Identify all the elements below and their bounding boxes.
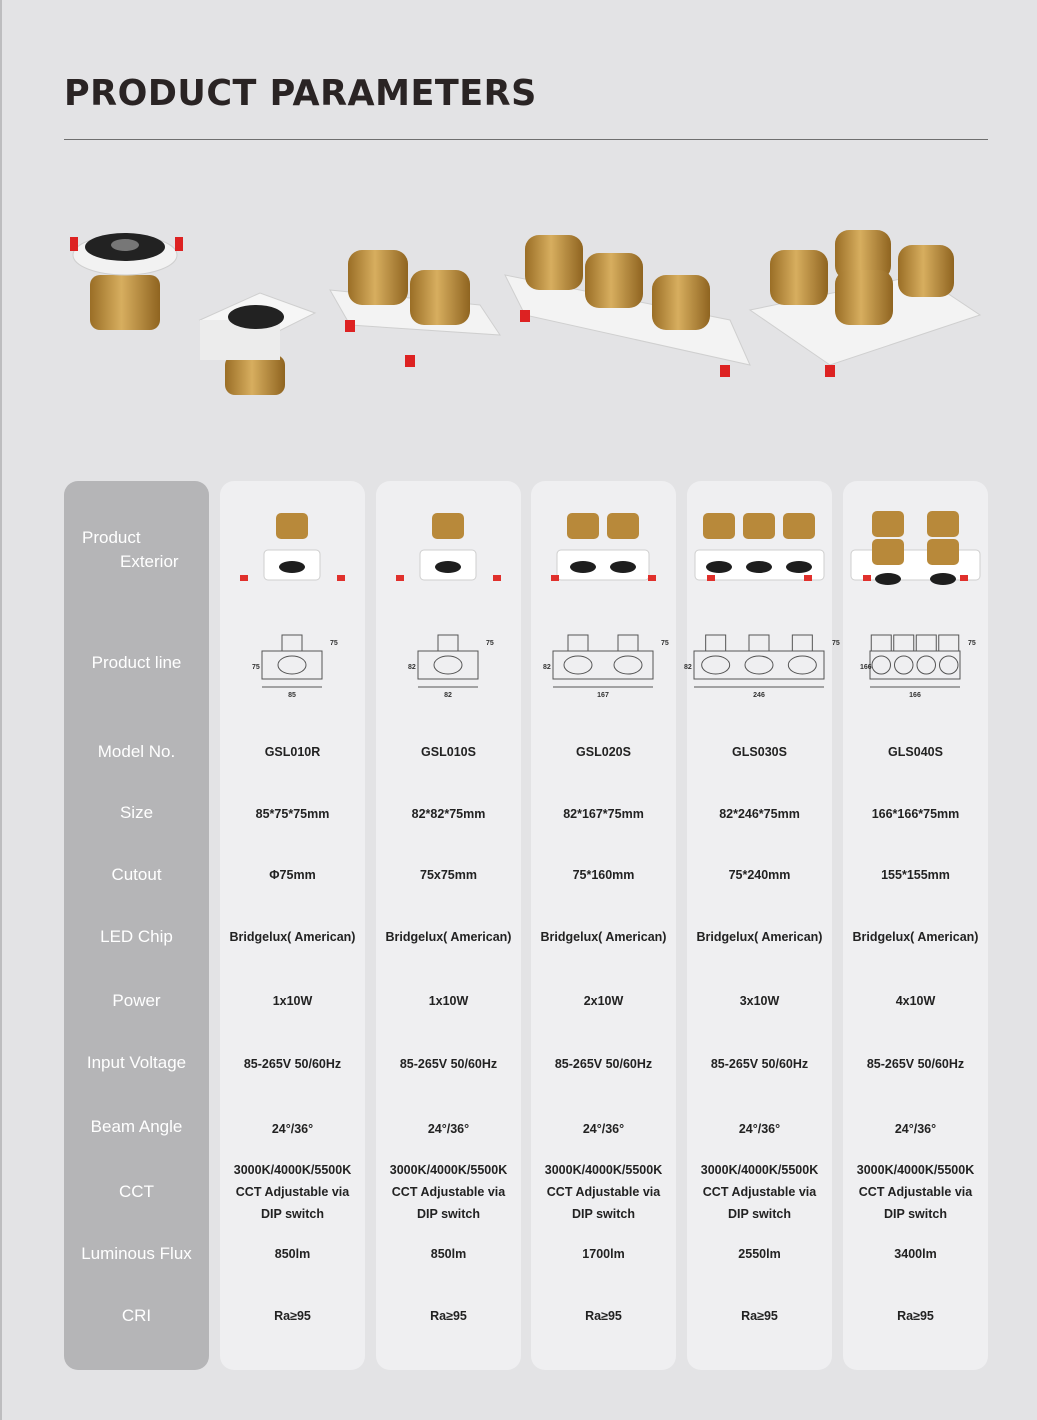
size-value: 82*167*75mm	[563, 807, 644, 821]
beam-angle-value: 24°/36°	[271, 1122, 314, 1136]
dimension-width-label: 82	[444, 692, 452, 699]
outline-shape	[262, 651, 322, 679]
clip-shape	[804, 575, 812, 581]
input-voltage-value: 85-265V 50/60Hz	[554, 1057, 653, 1071]
dimension-depth-label: 75	[252, 664, 260, 671]
dimension-height-label: 75	[968, 640, 976, 647]
cct-value-line3: DIP switch	[572, 1207, 635, 1221]
row-label-input-voltage: Input Voltage	[86, 1053, 187, 1072]
product-column-gsl010s	[376, 481, 521, 1370]
dimension-width-label: 166	[909, 692, 921, 699]
title-divider	[64, 139, 988, 140]
product-line-drawing	[220, 621, 365, 701]
lens-shape	[435, 561, 461, 573]
lens-outline-shape	[278, 656, 306, 674]
dimension-width-label: 246	[753, 692, 765, 699]
cct-value-line1: 3000K/4000K/5500K	[700, 1163, 819, 1177]
cri-value: Ra≥95	[585, 1309, 622, 1323]
heatsink-shape	[607, 513, 639, 539]
cutout-value: 75*240mm	[728, 868, 791, 882]
lens-shape	[570, 561, 596, 573]
heatsink-shape	[872, 511, 904, 537]
lens-outline-shape	[917, 656, 936, 674]
led-chip-value: Bridgelux( American)	[385, 930, 512, 944]
size-value: 85*75*75mm	[255, 807, 330, 821]
beam-angle-value: 24°/36°	[738, 1122, 781, 1136]
heatsink-outline-shape	[916, 635, 936, 651]
clip-shape	[551, 575, 559, 581]
product-line-drawing	[531, 621, 676, 701]
cri-value: Ra≥95	[430, 1309, 467, 1323]
heatsink-shape	[432, 513, 464, 539]
cri-value: Ra≥95	[741, 1309, 778, 1323]
hero-gls030s-image	[505, 235, 750, 377]
dimension-depth-label: 82	[543, 664, 551, 671]
lens-shape	[875, 573, 901, 585]
led-chip-value: Bridgelux( American)	[229, 930, 356, 944]
hero-gsl010s-image	[200, 293, 315, 395]
cct-value-line1: 3000K/4000K/5500K	[233, 1163, 352, 1177]
heatsink-shape	[276, 513, 308, 539]
cutout-value: 75x75mm	[420, 868, 477, 882]
heatsink-outline-shape	[568, 635, 588, 651]
clip-shape	[960, 575, 968, 581]
power-value: 1x10W	[272, 994, 313, 1008]
heatsink-shape	[703, 513, 735, 539]
led-chip-value: Bridgelux( American)	[696, 930, 823, 944]
dimension-width-label: 167	[597, 692, 609, 699]
product-column-gsl010r	[220, 481, 365, 1370]
product-column-gls040s	[843, 481, 988, 1370]
page-edge	[0, 0, 2, 1420]
outline-shape	[553, 651, 653, 679]
outline-shape	[694, 651, 824, 679]
cct-value-line1: 3000K/4000K/5500K	[389, 1163, 508, 1177]
input-voltage-value: 85-265V 50/60Hz	[399, 1057, 498, 1071]
clip-shape	[863, 575, 871, 581]
beam-angle-value: 24°/36°	[894, 1122, 937, 1136]
hero-gls040s-image	[750, 230, 980, 377]
row-label-power: Power	[112, 991, 161, 1010]
power-value: 1x10W	[428, 994, 469, 1008]
hero-gsl010r-image	[70, 233, 183, 330]
page-title: PRODUCT PARAMETERS	[64, 73, 537, 115]
cct-value-line3: DIP switch	[728, 1207, 791, 1221]
dimension-width-label: 85	[288, 692, 296, 699]
lens-outline-shape	[702, 656, 730, 674]
row-label-cri: CRI	[121, 1306, 152, 1325]
heatsink-outline-shape	[792, 635, 812, 651]
row-label-cct: CCT	[119, 1182, 154, 1201]
lens-shape	[610, 561, 636, 573]
heatsink-shape	[783, 513, 815, 539]
clip-shape	[337, 575, 345, 581]
hero-product-lineup	[60, 215, 990, 405]
cri-value: Ra≥95	[274, 1309, 311, 1323]
power-value: 2x10W	[583, 994, 624, 1008]
clip-shape	[396, 575, 404, 581]
heatsink-outline-shape	[939, 635, 959, 651]
parameters-table	[64, 481, 988, 1370]
model-number: GSL020S	[576, 745, 631, 759]
cct-value-line3: DIP switch	[417, 1207, 480, 1221]
heatsink-outline-shape	[282, 635, 302, 651]
cutout-value: 155*155mm	[881, 868, 950, 882]
product-line-drawing	[843, 621, 988, 701]
cct-value-line3: DIP switch	[884, 1207, 947, 1221]
clip-shape	[493, 575, 501, 581]
cct-value-line2: CCT Adjustable via	[858, 1185, 973, 1199]
model-number: GSL010R	[264, 745, 321, 759]
luminous-flux-value: 3400lm	[894, 1247, 937, 1261]
heatsink-shape	[567, 513, 599, 539]
cct-value-line3: DIP switch	[261, 1207, 324, 1221]
model-number: GSL010S	[421, 745, 476, 759]
row-label-model: Model No.	[97, 742, 176, 761]
heatsink-outline-shape	[894, 635, 914, 651]
lens-outline-shape	[895, 656, 914, 674]
cutout-value: Φ75mm	[269, 868, 316, 882]
outline-shape	[870, 651, 960, 679]
row-label-product-line: Product line	[91, 653, 182, 672]
heatsink-shape	[927, 539, 959, 565]
clip-shape	[240, 575, 248, 581]
cct-value-line2: CCT Adjustable via	[391, 1185, 506, 1199]
dimension-height-label: 75	[330, 640, 338, 647]
power-value: 4x10W	[895, 994, 936, 1008]
cct-value-line1: 3000K/4000K/5500K	[856, 1163, 975, 1177]
heatsink-shape	[872, 539, 904, 565]
product-column-gls030s	[684, 481, 840, 1370]
heatsink-outline-shape	[706, 635, 726, 651]
outline-shape	[418, 651, 478, 679]
model-number: GLS030S	[732, 745, 787, 759]
input-voltage-value: 85-265V 50/60Hz	[243, 1057, 342, 1071]
lens-shape	[746, 561, 772, 573]
product-exterior-image	[687, 505, 832, 595]
clip-shape	[648, 575, 656, 581]
product-exterior-image	[843, 505, 988, 595]
luminous-flux-value: 850lm	[430, 1247, 467, 1261]
beam-angle-value: 24°/36°	[427, 1122, 470, 1136]
cct-value-line2: CCT Adjustable via	[546, 1185, 661, 1199]
row-label-luminous-flux: Luminous Flux	[81, 1244, 192, 1263]
product-exterior-image	[376, 505, 521, 595]
lens-outline-shape	[434, 656, 462, 674]
cct-value-line1: 3000K/4000K/5500K	[544, 1163, 663, 1177]
model-number: GLS040S	[888, 745, 943, 759]
luminous-flux-value: 1700lm	[582, 1247, 625, 1261]
heatsink-outline-shape	[871, 635, 891, 651]
product-exterior-image	[531, 505, 676, 595]
row-label-led-chip: LED Chip	[100, 927, 173, 946]
row-label-size: Size	[119, 803, 154, 822]
lens-outline-shape	[564, 656, 592, 674]
power-value: 3x10W	[739, 994, 780, 1008]
hero-gsl020s-image	[330, 250, 500, 367]
input-voltage-value: 85-265V 50/60Hz	[710, 1057, 809, 1071]
cct-value-line2: CCT Adjustable via	[235, 1185, 350, 1199]
size-value: 82*246*75mm	[719, 807, 800, 821]
lens-outline-shape	[745, 656, 773, 674]
lens-outline-shape	[872, 656, 891, 674]
heatsink-outline-shape	[618, 635, 638, 651]
dimension-height-label: 75	[832, 640, 840, 647]
lens-outline-shape	[614, 656, 642, 674]
row-label-beam-angle: Beam Angle	[90, 1117, 183, 1136]
lens-shape	[279, 561, 305, 573]
cri-value: Ra≥95	[897, 1309, 934, 1323]
cct-value-line2: CCT Adjustable via	[702, 1185, 817, 1199]
row-label-exterior: Product Exterior	[82, 528, 179, 571]
heatsink-shape	[743, 513, 775, 539]
heatsink-outline-shape	[749, 635, 769, 651]
input-voltage-value: 85-265V 50/60Hz	[866, 1057, 965, 1071]
lens-shape	[786, 561, 812, 573]
clip-shape	[707, 575, 715, 581]
row-label-cutout: Cutout	[111, 865, 162, 884]
led-chip-value: Bridgelux( American)	[540, 930, 667, 944]
heatsink-outline-shape	[438, 635, 458, 651]
dimension-depth-label: 82	[408, 664, 416, 671]
heatsink-shape	[927, 511, 959, 537]
beam-angle-value: 24°/36°	[582, 1122, 625, 1136]
lens-shape	[706, 561, 732, 573]
product-line-drawing	[376, 621, 521, 701]
dimension-depth-label: 82	[684, 664, 692, 671]
product-column-gsl020s	[531, 481, 676, 1370]
dimension-depth-label: 166	[860, 664, 872, 671]
luminous-flux-value: 850lm	[274, 1247, 311, 1261]
lens-outline-shape	[788, 656, 816, 674]
label-column	[64, 481, 209, 1370]
product-line-drawing	[684, 621, 840, 701]
lens-shape	[930, 573, 956, 585]
luminous-flux-value: 2550lm	[738, 1247, 781, 1261]
size-value: 82*82*75mm	[411, 807, 486, 821]
cutout-value: 75*160mm	[572, 868, 635, 882]
product-exterior-image	[220, 505, 365, 595]
size-value: 166*166*75mm	[871, 807, 960, 821]
dimension-height-label: 75	[486, 640, 494, 647]
dimension-height-label: 75	[661, 640, 669, 647]
lens-outline-shape	[940, 656, 959, 674]
led-chip-value: Bridgelux( American)	[852, 930, 979, 944]
